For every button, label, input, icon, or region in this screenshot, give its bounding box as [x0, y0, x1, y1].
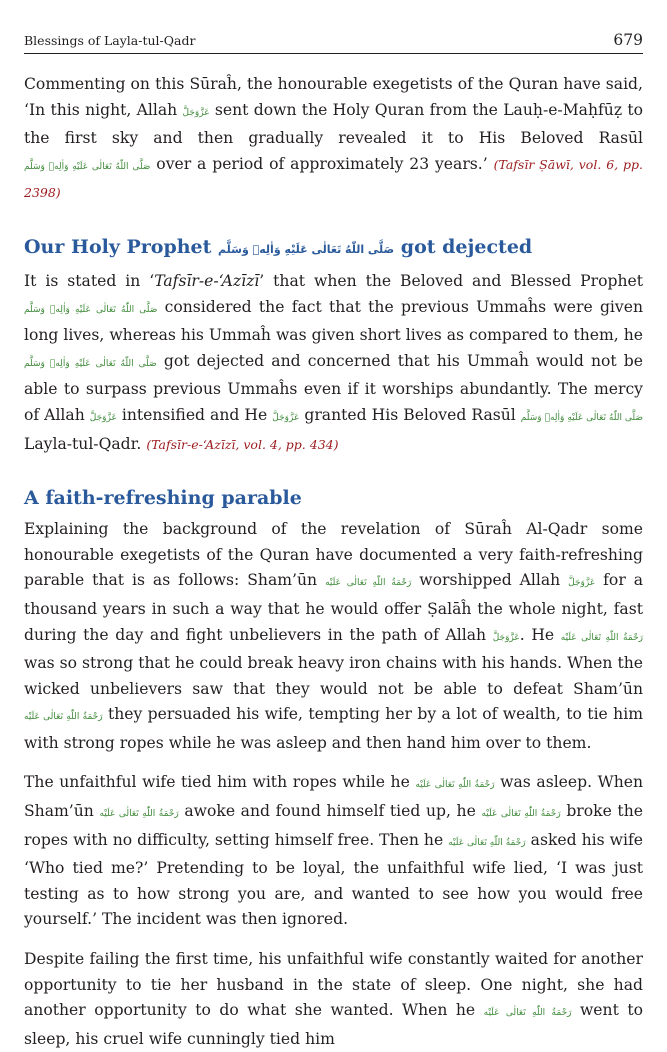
- azza-wa-jal-honorific-icon: عَزَّوَجَلَّ: [89, 412, 117, 423]
- rahmatullah-honorific-icon: رَحْمَةُ اللّٰهِ تَعَالٰى عَلَيْه: [325, 578, 412, 589]
- rahmatullah-honorific-icon: رَحْمَةُ اللّٰهِ تَعَالٰى عَلَيْه: [481, 809, 561, 820]
- prophet-dejected-paragraph: It is stated in ‘Tafsīr-e-‘Azīzī’ that when the Beloved and Blessed Prophet صَلَّى اللّٰهُ تَعَالٰى عَلَيْهِ وَاٰلِهٖ وَسَلَّم considered the fact that the previous Ummaĥs were given long lives, whereas his Ummaĥ was given short lives as compared to them, he صَلَّى اللّٰهُ تَعَالٰى عَلَيْهِ وَاٰلِهٖ وَسَلَّم got dejected and concerned that his Ummaĥ would not be able to surpass previous Ummaĥs even if it worships abundantly. The mercy of Allah عَزَّوَجَلَّ intensified and He عَزَّوَجَلَّ granted His Beloved Rasūl صَلَّى اللّٰهُ تَعَالٰى عَلَيْهِ وَاٰلِهٖ وَسَلَّم Layla-tul-Qadr. (Tafsīr-e-‘Azīzī, vol. 4, pp. 434): [24, 271, 643, 453]
- azza-wa-jal-honorific-icon: عَزَّوَجَلَّ: [568, 578, 596, 589]
- azza-wa-jal-honorific-icon: عَزَّوَجَلَّ: [272, 412, 300, 423]
- sallallahu-honorific-icon: صَلَّى اللّٰهُ تَعَالٰى عَلَيْهِ وَاٰلِهٖ وَسَلَّم: [24, 358, 157, 369]
- parable-paragraph-3: Despite failing the first time, his unfaithful wife constantly waited for another opportunity to tie her husband in the state of sleep. One night, she had another opportunity to do what she wanted. When he رَحْمَةُ اللّٰهِ تَعَالٰى عَلَيْه went to sleep, his cruel wife cunningly tied him: [24, 950, 643, 1048]
- rahmatullah-honorific-icon: رَحْمَةُ اللّٰهِ تَعَالٰى عَلَيْه: [448, 837, 526, 848]
- section-heading-prophet-dejected: Our Holy Prophet صَلَّى اللّٰهُ تَعَالٰى عَلَيْهِ وَاٰلِهٖ وَسَلَّم got dejected: [24, 235, 533, 258]
- azza-wa-jal-honorific-icon: عَزَّوَجَلَّ: [182, 107, 210, 118]
- page-header: [24, 26, 643, 54]
- reference-citation: (Tafsīr-e-‘Azīzī, vol. 4, pp. 434): [146, 436, 339, 452]
- sallallahu-honorific-icon: صَلَّى اللّٰهُ تَعَالٰى عَلَيْهِ وَاٰلِهٖ وَسَلَّم: [24, 304, 158, 315]
- page-number: 679: [613, 31, 643, 49]
- header-rule: [24, 53, 643, 54]
- page-body: [24, 72, 643, 1052]
- sallallahu-honorific-icon: صَلَّى اللّٰهُ تَعَالٰى عَلَيْهِ وَاٰلِهٖ وَسَلَّم: [218, 242, 395, 256]
- reference-citation: (Tafsīr Ṣāwī, vol. 6, pp. 2398): [24, 156, 643, 201]
- azza-wa-jal-honorific-icon: عَزَّوَجَلَّ: [492, 632, 520, 643]
- sallallahu-honorific-icon: صَلَّى اللّٰهُ تَعَالٰى عَلَيْهِ وَاٰلِهٖ وَسَلَّم: [24, 161, 151, 172]
- book-title: Tafsīr-e-‘Azīzī: [154, 271, 260, 290]
- rahmatullah-honorific-icon: رَحْمَةُ اللّٰهِ تَعَالٰى عَلَيْه: [24, 712, 103, 723]
- section-heading-parable: A faith-refreshing parable: [24, 487, 302, 510]
- rahmatullah-honorific-icon: رَحْمَةُ اللّٰهِ تَعَالٰى عَلَيْه: [483, 1008, 572, 1019]
- rahmatullah-honorific-icon: رَحْمَةُ اللّٰهِ تَعَالٰى عَلَيْه: [415, 780, 495, 791]
- rahmatullah-honorific-icon: رَحْمَةُ اللّٰهِ تَعَالٰى عَلَيْه: [560, 632, 643, 643]
- parable-paragraph-1: Explaining the background of the revelation of Sūraĥ Al-Qadr some honourable exegetists of the Quran have documented a very faith-refreshing parable that is as follows: Sham’ūn رَحْمَةُ اللّٰهِ تَعَالٰى عَلَيْه worshipped Allah عَزَّوَجَلَّ for a thousand years in such a way that he would offer Ṣalāĥ the whole night, fast during the day and fight unbelievers in the path of Allah عَزَّوَجَلَّ. He رَحْمَةُ اللّٰهِ تَعَالٰى عَلَيْه was so strong that he could break heavy iron chains with his hands. When the wicked unbelievers saw that they would not be able to defeat Sham’ūn رَحْمَةُ اللّٰهِ تَعَالٰى عَلَيْه they persuaded his wife, tempting her by a lot of wealth, to tie him with strong ropes while he was asleep and then hand him over to them.: [24, 520, 644, 752]
- rahmatullah-honorific-icon: رَحْمَةُ اللّٰهِ تَعَالٰى عَلَيْه: [99, 809, 179, 820]
- intro-paragraph: Commenting on this Sūraĥ, the honourable exegetists of the Quran have said, ‘In this night, Allah عَزَّوَجَلَّ sent down the Holy Quran from the Lauḥ-e-Maḥfūẓ to the first sky and then gradually revealed it to His Beloved Rasūl صَلَّى اللّٰهُ تَعَالٰى عَلَيْهِ وَاٰلِهٖ وَسَلَّم over a period of approximately 23 years.’ (Tafsīr Ṣāwī, vol. 6, pp. 2398): [24, 75, 643, 201]
- sallallahu-honorific-icon: صَلَّى اللّٰهُ تَعَالٰى عَلَيْهِ وَاٰلِهٖ وَسَلَّم: [520, 412, 643, 423]
- running-title: Blessings of Layla-tul-Qadr: [24, 33, 196, 48]
- parable-paragraph-2: The unfaithful wife tied him with ropes while he رَحْمَةُ اللّٰهِ تَعَالٰى عَلَيْه was asleep. When Sham’ūn رَحْمَةُ اللّٰهِ تَعَالٰى عَلَيْه awoke and found himself tied up, he رَحْمَةُ اللّٰهِ تَعَالٰى عَلَيْه broke the ropes with no difficulty, setting himself free. Then he رَحْمَةُ اللّٰهِ تَعَالٰى عَلَيْه asked his wife ‘Who tied me?’ Pretending to be loyal, the unfaithful wife lied, ‘I was just testing as to how strong you are, and wanted to see how you would free yourself.’ The incident was then ignored.: [24, 773, 644, 929]
